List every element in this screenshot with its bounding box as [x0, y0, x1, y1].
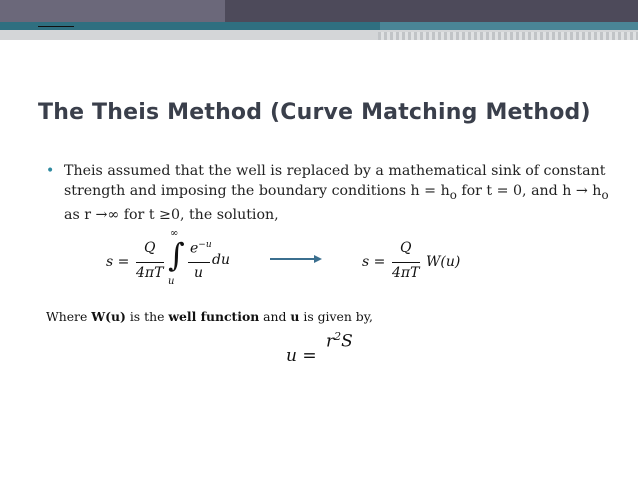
- u-definition-equation: [286, 330, 366, 382]
- eq1-fraction-bar: [136, 262, 164, 263]
- eq1-exponent: −u: [198, 240, 212, 250]
- eq1-numerator: Q: [144, 240, 156, 256]
- eq3-lhs: u =: [286, 346, 317, 366]
- eq3-r: r: [326, 331, 335, 352]
- eq1-integral-sign: ∫: [168, 236, 185, 274]
- where-statement: [46, 309, 373, 324]
- bullet-text: [64, 161, 609, 225]
- theis-integral-equation: [106, 228, 266, 288]
- where-term-u: u: [290, 309, 300, 324]
- where-pre: Where: [46, 309, 92, 324]
- bullet-line-2-b: for t = 0, and h → h: [456, 183, 602, 199]
- eq1-differential: du: [212, 252, 230, 268]
- where-term-well-function: well function: [168, 309, 260, 324]
- header-grey-stripes: [378, 32, 638, 40]
- eq1-denominator: 4πT: [136, 265, 164, 281]
- right-arrow-icon: [270, 254, 322, 264]
- where-post: is given by,: [299, 309, 373, 324]
- eq1-e: e: [190, 240, 199, 257]
- bullet-point: [46, 161, 609, 225]
- header-band-light: [0, 0, 225, 22]
- eq1-lower-limit: u: [168, 276, 175, 287]
- bullet-line-3: as r →∞ for t ≥0, the solution,: [64, 206, 279, 223]
- header-accent-band-light: [380, 22, 638, 30]
- bullet-line-1: Theis assumed that the well is replaced by a mathematical sink of constant: [64, 163, 606, 179]
- subscript-o: o: [449, 187, 457, 202]
- eq1-upper-limit: ∞: [170, 228, 179, 239]
- theis-well-function-equation: [362, 238, 482, 282]
- where-term-wu: W(u): [91, 309, 126, 324]
- eq3-numerator: [326, 330, 353, 352]
- eq2-rhs: W(u): [426, 254, 461, 270]
- eq3-fraction-bar: [38, 26, 74, 27]
- eq3-exponent: 2: [334, 330, 342, 343]
- eq1-integrand-numerator: [190, 240, 212, 257]
- where-mid-1: is the: [125, 309, 169, 324]
- eq2-fraction-bar: [392, 262, 420, 263]
- eq2-numerator: Q: [400, 240, 412, 256]
- slide-title: The Theis Method (Curve Matching Method): [38, 100, 591, 125]
- bullet-line-2: [64, 181, 609, 205]
- eq1-integrand-bar: [188, 262, 210, 263]
- eq1-lhs: s =: [106, 254, 130, 270]
- bullet-line-2-a: strength and imposing the boundary conditions h = h: [64, 183, 450, 199]
- where-mid-2: and: [259, 309, 291, 324]
- eq2-lhs: s =: [362, 254, 386, 270]
- bullet-dot-icon: •: [46, 163, 55, 179]
- eq2-denominator: 4πT: [392, 265, 420, 281]
- eq1-integrand-denominator: u: [194, 265, 204, 281]
- subscript-o-2: o: [601, 187, 609, 202]
- eq3-s: S: [341, 331, 353, 352]
